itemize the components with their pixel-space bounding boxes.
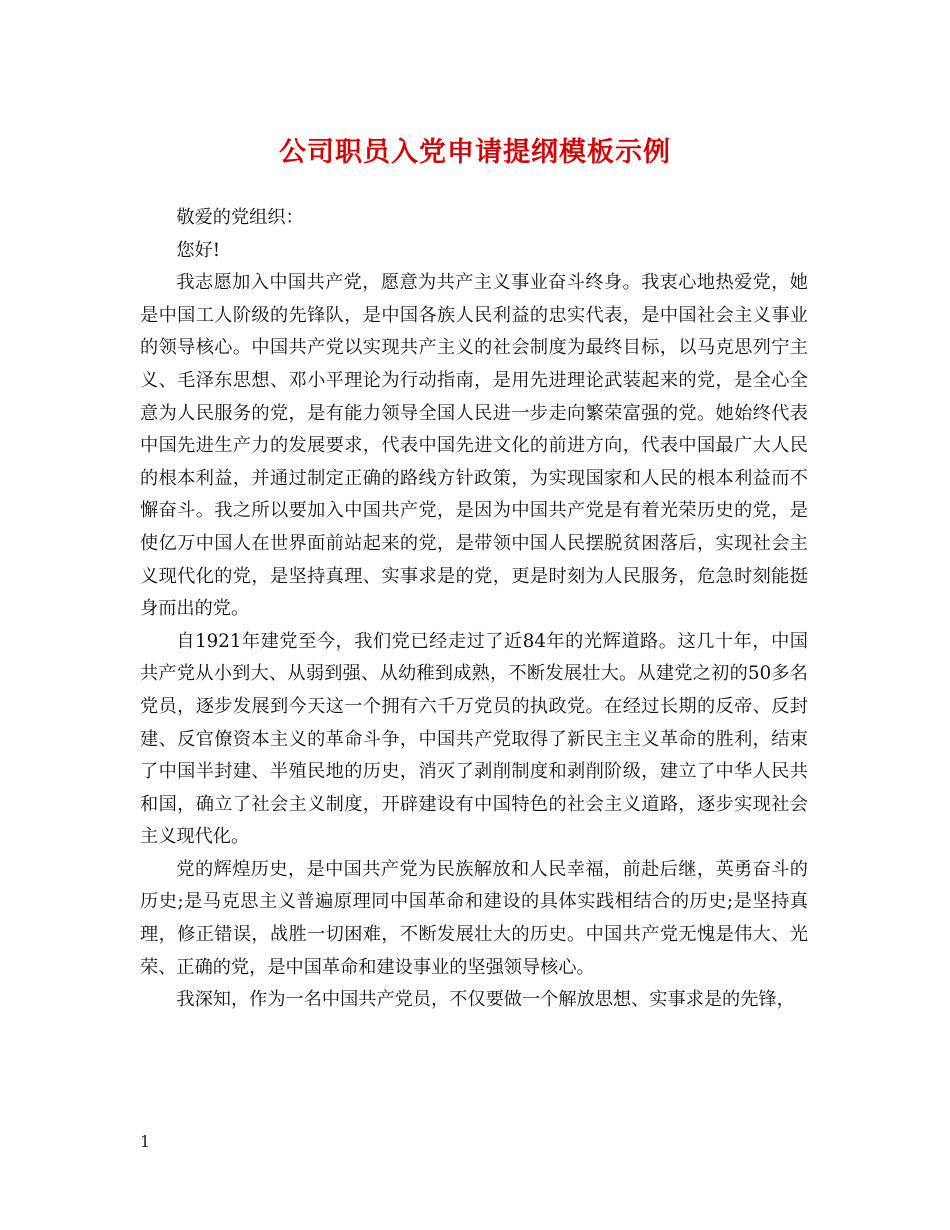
document-title: 公司职员入党申请提纲模板示例 — [279, 137, 671, 168]
document-body — [140, 202, 808, 1017]
salutation: 敬爱的党组织： — [176, 207, 304, 228]
greeting: 您好! — [176, 239, 221, 261]
body-paragraph-4: 我深知，作为一名中国共产党员，不仅要做一个解放思想、实事求是的先锋， — [176, 989, 795, 1011]
body-paragraph-2: 自1921年建党至今，我们党已经走过了近84年的光辉道路。这几十年，中国共产党从小到大、从弱到强、从幼稚到成熟，不断发展壮大。从建党之初的50多名党员，逐步发展到今天这一个拥有六千万党员的执政党。在经过长期的反帝、反封建、反官僚资本主义的革命斗争，中国共产党取得了新民主主义革命的胜利，结束了中国半封建、半殖民地的历史，消灭了剥削制度和剥削阶级，建立了中华人民共和国，确立了社会主义制度，开辟建设有中国特色的社会主义道路，逐步实现社会主义现代化。 — [140, 630, 808, 848]
body-paragraph-3: 党的辉煌历史，是中国共产党为民族解放和人民幸福，前赴后继，英勇奋斗的历史;是马克思主义普遍原理同中国革命和建设的具体实践相结合的历史;是坚持真理，修正错误，战胜一切困难，不断发展壮大的历史。中国共产党无愧是伟大、光荣、正确的党，是中国革命和建设事业的坚强领导核心。 — [140, 858, 808, 978]
body-paragraph-1: 我志愿加入中国共产党，愿意为共产主义事业奋斗终身。我衷心地热爱党，她是中国工人阶级的先锋队，是中国各族人民利益的忠实代表，是中国社会主义事业的领导核心。中国共产党以实现共产主义的社会制度为最终目标，以马克思列宁主义、毛泽东思想、邓小平理论为行动指南，是用先进理论武装起来的党，是全心全意为人民服务的党，是有能力领导全国人民进一步走向繁荣富强的党。她始终代表中国先进生产力的发展要求，代表中国先进文化的前进方向，代表中国最广大人民的根本利益，并通过制定正确的路线方针政策，为实现国家和人民的根本利益而不懈奋斗。我之所以要加入中国共产党，是因为中国共产党是有着光荣历史的党，是使亿万中国人在世界面前站起来的党，是带领中国人民摆脱贫困落后，实现社会主义现代化的党，是坚持真理、实事求是的党，更是时刻为人民服务，危急时刻能挺身而出的党。 — [140, 272, 808, 620]
page-number: 1 — [140, 1132, 151, 1151]
